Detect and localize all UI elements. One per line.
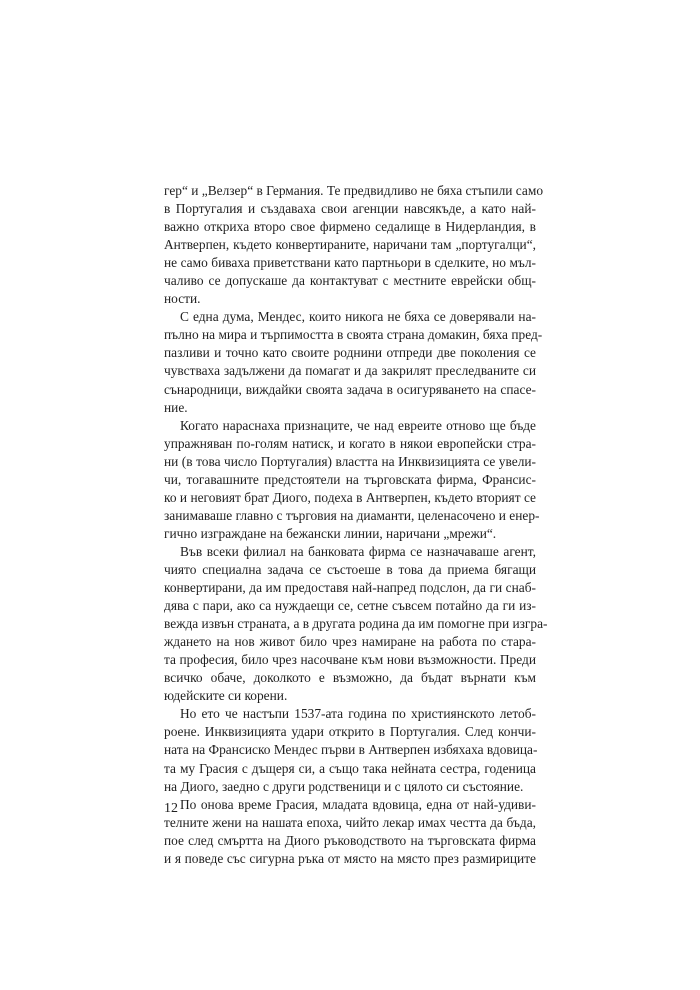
text-line: По онова време Грасия, младата вдовица, една от най-удиви- (180, 796, 536, 812)
text-line: пълно на мира и търпимостта в своята страна домакин, бяха пред- (164, 327, 543, 343)
paragraph (164, 705, 536, 795)
text-line: пазливи и точно като своите роднини отпреди две поколения се (164, 345, 536, 361)
paragraph (164, 182, 544, 308)
text-line: дява с пари, ако са нуждаещи се, сетне съвсем потайно да ги из- (164, 598, 536, 614)
text-line: занимаваше главно с търговия на диаманти, целенасочено и енер- (164, 507, 540, 523)
text-line: Във всеки филиал на банковата фирма се назначаваше агент, (180, 543, 536, 559)
text-line: ко и неговият брат Диого, подеха в Антверпен, където вторият се (164, 489, 536, 505)
text-line: ни (в това число Португалия) властта на Инквизицията се увели- (164, 453, 536, 469)
page-number: 12 (164, 801, 178, 816)
text-line: ждането на нов живот било чрез намиране на работа по стара- (164, 634, 536, 650)
paragraph (164, 308, 543, 416)
text-line: и я поведе със сигурна ръка от място на място през размириците (164, 850, 536, 866)
text-line: вежда извън страната, а в другата родина да им помогне при изгра- (164, 616, 548, 632)
text-line: ната на Франсиско Мендес първи в Антверпен избяхаха вдовица- (164, 742, 538, 758)
text-line: в Португалия и създаваха свои агенции навсякъде, а като най- (164, 201, 536, 217)
text-line: не само биваха приветствани като партньори в сделките, но мъл- (164, 255, 536, 271)
text-line: чи, тогавашните предстоятели на търговската фирма, Франсис- (164, 471, 536, 487)
text-line: сънародници, виждайки своята задача в осигуряването на спасе- (164, 381, 536, 397)
text-line: важно открихa второ свое фирмено седалище в Нидерландия, в (164, 219, 536, 235)
text-line: та му Грасия с дъщеря си, а също така нейната сестра, годеница (164, 760, 536, 776)
text-line: чаливо се допускаше да контактуват с местните еврейски общ- (164, 273, 536, 289)
paragraph (164, 796, 536, 868)
text-line: конвертирани, да им предоставя най-напред подслон, да ги снаб- (164, 580, 536, 596)
text-line: Когато нараснаха признаците, че над евреите отново ще бъде (180, 417, 536, 433)
paragraph (164, 543, 548, 705)
text-line: телните жени на нашата епоха, чийто лекар имах честта да бъда, (164, 814, 536, 830)
text-line: Но ето че настъпи 1537-ата година по християнското летоб- (180, 706, 536, 722)
text-line: роене. Инквизицията удари открито в Португалия. След кончи- (164, 724, 536, 740)
text-line: та професия, било чрез насочване към нови възможности. Преди (164, 652, 536, 668)
text-line: ности. (164, 291, 201, 307)
text-line: упражняван по-голям натиск, и когато в някои европейски стра- (164, 435, 536, 451)
text-line: всичко обаче, доколкото е възможно, да бъдат върнати към (164, 670, 536, 686)
body-text (164, 182, 548, 868)
text-line: пое след смъртта на Диого ръководството на търговската фирма (164, 832, 536, 848)
paragraph (164, 417, 540, 543)
text-line: гично изграждане на бежански линии, наричани „мрежи“. (164, 525, 497, 541)
text-line: на Диого, заедно с други родственици и с цялото си състояние. (164, 778, 524, 794)
text-line: гер“ и „Велзер“ в Германия. Те предвидливо не бяха стъпили само (164, 183, 544, 198)
text-line: чиято специална задача се състоеше в това да приема бягащи (164, 561, 536, 577)
text-line: С една дума, Мендес, които никога не бяха се доверявали на- (180, 309, 536, 325)
text-line: ние. (164, 399, 188, 415)
text-line: чувстваха задължени да помагат и да закрилят преследваните си (164, 363, 536, 379)
text-line: юдейските си корени. (164, 688, 288, 704)
text-line: Антверпен, където конвертираните, наричани там „португалци“, (164, 237, 536, 253)
